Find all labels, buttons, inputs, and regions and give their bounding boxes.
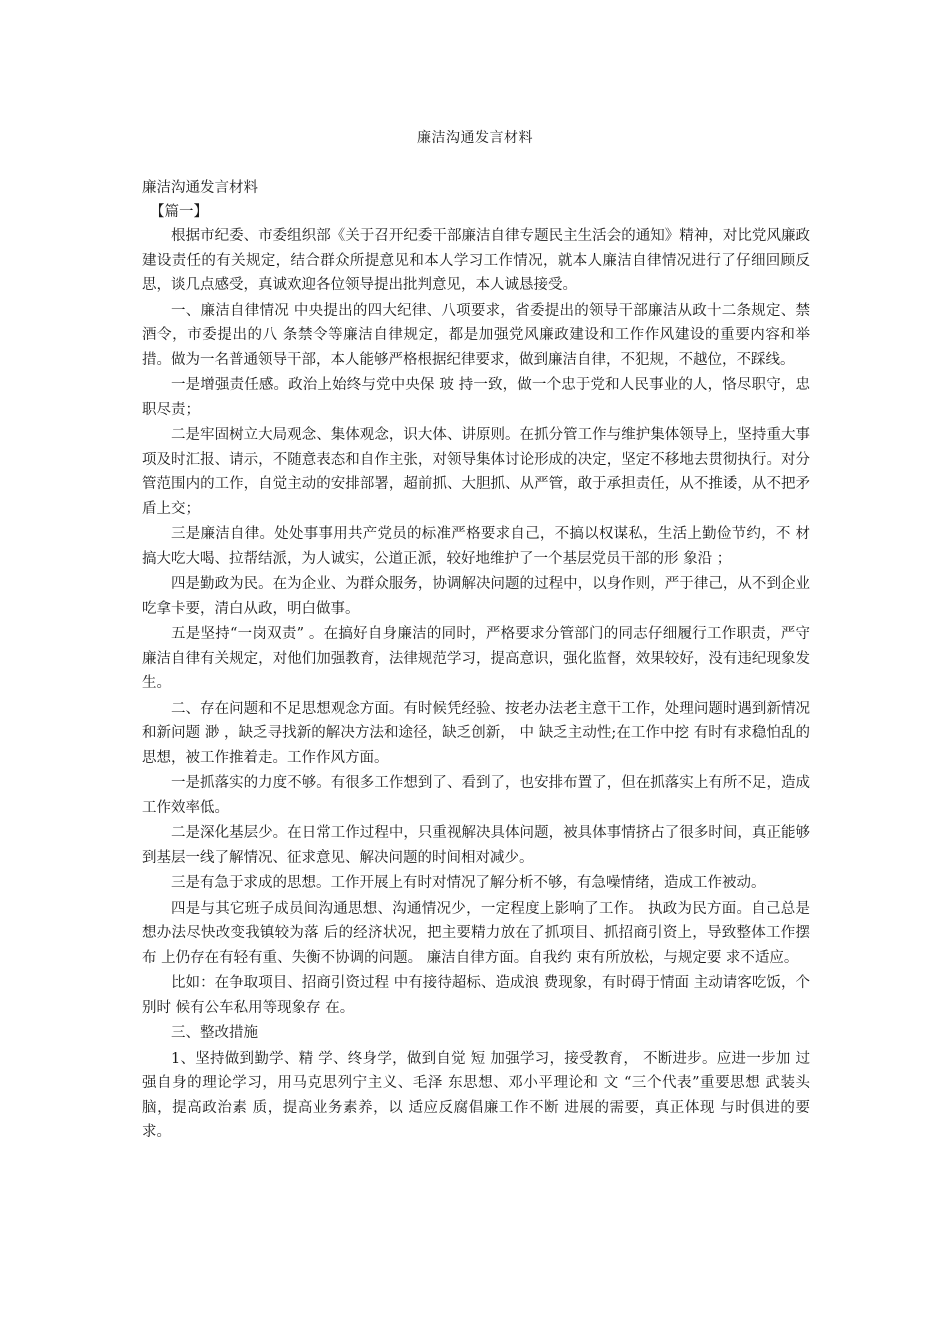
paragraph: 三是廉洁自律。处处事事用共产党员的标准严格要求自己，不搞以权谋私，生活上勤俭节约，不 材 搞大吃大喝、拉帮结派，为人诚实，公道正派，较好地维护了一个基层党员干部的形 象沿 ； [142, 526, 810, 567]
paragraph: 二是牢固树立大局观念、集体观念，识大体、讲原则。在抓分管工作与维护集体领导上，坚持重大事项及时汇报、请示，不随意表态和自作主张，对领导集体讨论形成的决定，坚定不移地去贯彻执行。对分管范围内的工作，自觉主动的安排部署，超前抓、大胆抓、从严管，敢于承担责任，从不推诿，从不把矛盾上交； [142, 427, 810, 517]
paragraph: 一、廉洁自律情况 中央提出的四大纪律、八项要求，省委提出的领导干部廉洁从政十二条规定、禁酒令，市委提出的八 条禁令等廉洁自律规定，都是加强党风廉政建设和工作作风建设的重要内容和举措。做为一名普通领导干部，本人能够严格根据纪律要求，做到廉洁自律，不犯规，不越位，不踩线。 [142, 302, 810, 368]
paragraph: 一是增强责任感。政治上始终与党中央保 玻 持一致，做一个忠于党和人民事业的人，恪尽职守，忠职尽责； [142, 377, 810, 418]
paragraph: 根据市纪委、市委组织部《关于召开纪委干部廉洁自律专题民主生活会的通知》精神，对比党风廉政建设责任的有关规定，结合群众所提意见和本人学习工作情况，就本人廉洁自律情况进行了仔细回顾反思，谈几点感受，真诚欢迎各位领导提出批判意见，本人诚恳接受。 [142, 228, 810, 293]
document-body [142, 176, 810, 1146]
paragraph: 三是有急于求成的思想。工作开展上有时对情况了解分析不够，有急噪情绪，造成工作被动。 [171, 875, 766, 891]
paragraph: 四是勤政为民。在为企业、为群众服务，协调解决问题的过程中，以身作则，严于律己，从不到企业吃拿卡要，清白从政，明白做事。 [142, 576, 810, 617]
paragraph: 1、坚持做到勤学、精 学、终身学，做到自觉 短 加强学习，接受教育， 不断进步。应进一步加 过 强自身的理论学习，用马克思列宁主义、毛泽 东思想、邓小平理论和 文 “三个代表”重要思想 武装头脑，提高政治素 质，提高业务素养，以 适应反腐倡廉工作不断 进展的需要，真正体现 与时俱进的要求。 [142, 1050, 810, 1140]
body-heading: 廉洁沟通发言材料 [142, 180, 258, 196]
paragraph: 四是与其它班子成员间沟通思想、沟通情况少，一定程度上影响了工作。 执政为民方面。自己总是想办法尽快改变我镇较为落 后的经济状况，把主要精力放在了抓项目、抓招商引资上，导致整体工作摆布 上仍存在有轻有重、失衡不协调的问题。 廉洁自律方面。自我约 束有所放松，与规定要 求不适应。 [142, 900, 810, 966]
document-title: 廉洁沟通发言材料 [417, 130, 533, 146]
paragraph: 二、存在问题和不足思想观念方面。有时候凭经验、按老办法老主意干工作，处理问题时遇到新情况和新问题 渺 ，缺乏寻找新的解决方法和途径，缺乏创新， 中 缺乏主动性;在工作中挖 有时有求稳怕乱的思想，被工作推着走。工作作风方面。 [142, 700, 810, 766]
paragraph: 一是抓落实的力度不够。有很多工作想到了、看到了，也安排布置了，但在抓落实上有所不足，造成工作效率低。 [142, 775, 810, 816]
paragraph: 五是坚持“一岗双责” 。在搞好自身廉洁的同时，严格要求分管部门的同志仔细履行工作职责，严守廉洁自律有关规定，对他们加强教育，法律规范学习，提高意识，强化监督，效果较好，没有违纪现象发生。 [142, 626, 810, 691]
paragraph: 三、整改措施 [171, 1025, 258, 1041]
section-mark: 【篇一】 [150, 204, 208, 220]
paragraph: 比如：在争取项目、招商引资过程 中有接待超标、造成浪 费现象，有时碍于情面 主动请客吃饭，个别时 候有公车私用等现象存 在。 [142, 975, 810, 1016]
paragraph: 二是深化基层少。在日常工作过程中，只重视解决具体问题，被具体事情挤占了很多时间，真正能够到基层一线了解情况、征求意见、解决问题的时间相对减少。 [142, 825, 810, 866]
